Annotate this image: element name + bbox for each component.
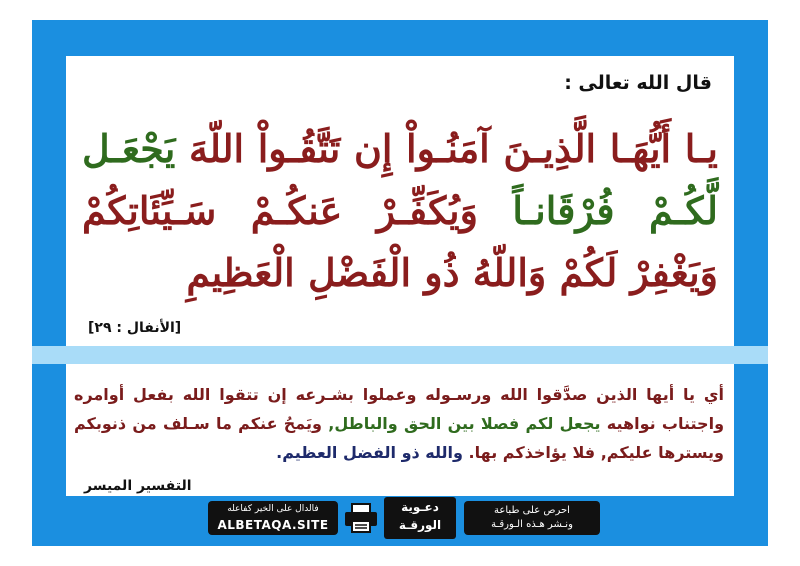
- site-box[interactable]: [208, 501, 338, 535]
- logo-word-2: الورقـة: [398, 518, 442, 532]
- site-motto: فالدال على الخير كفاعله: [227, 504, 319, 514]
- tafsir-text: [74, 380, 724, 467]
- quran-verse: [82, 118, 718, 304]
- verse-reference: [الأنفال : ٢٩]: [88, 320, 182, 336]
- tafsir-part-4: والله ذو الفضل العظيم.: [276, 443, 463, 462]
- verse-part-1: يـا أَيُّهَـا الَّذِيـنَ آمَنُـواْ إِن تَتَّقُـواْ اللّهَ: [189, 126, 718, 171]
- intro-text: قال الله تعالى :: [564, 72, 712, 94]
- tafsir-part-3: ويَمحُ عنكم ما سـلف من ذنوبكم ويسترها عليكم, فلا يؤاخذكم بها.: [74, 414, 724, 462]
- print-reminder-line-2: ونـشر هـذه الـورقـة: [491, 519, 573, 530]
- tafsir-part-1: أي يا أيها الذين صدَّقوا الله ورسـوله وعملوا بشـرعه إن تتقوا الله بفعل أوامره واجتناب نواهيه: [74, 385, 725, 433]
- logo-word-1: دعـوية: [401, 500, 439, 514]
- verse-part-2: يَجْعَـل لَّكُـمْ فُرْقَانـاً: [82, 126, 718, 233]
- divider-band: [32, 346, 768, 364]
- printer-icon: [344, 503, 378, 533]
- footer-bar: [208, 497, 600, 539]
- site-url: ALBETAQA.SITE: [217, 518, 329, 532]
- verse-part-3: وَيُكَفِّـرْ عَنكُـمْ سَـيِّئَاتِكُمْ وَيَغْفِرْ لَكُمْ وَاللّهُ ذُو الْفَضْلِ الْعَظِيمِ: [82, 188, 718, 295]
- print-reminder-box: [464, 501, 600, 535]
- tafsir-source: التفسير الميسر: [84, 478, 192, 494]
- tafsir-part-2: يجعل لكم فصلا بين الحق والباطل,: [328, 414, 601, 433]
- logo-badge: [384, 497, 456, 539]
- print-reminder-line-1: احرص على طباعة: [494, 505, 570, 516]
